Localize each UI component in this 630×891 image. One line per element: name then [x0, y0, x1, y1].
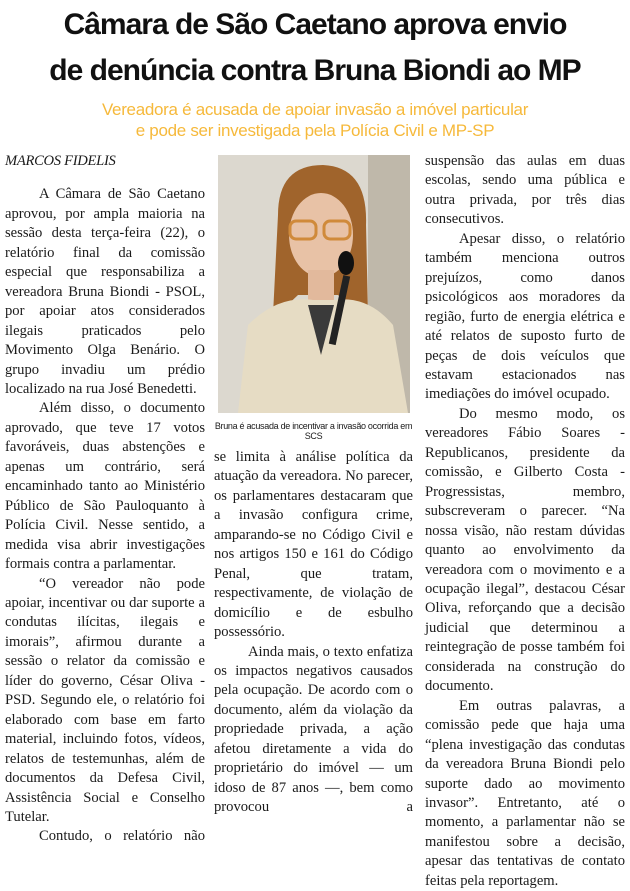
- headline-line-2: de denúncia contra Bruna Biondi ao MP: [49, 54, 581, 87]
- paragraph: suspensão das aulas em duas escolas, sendo uma pública e outra privada, por três dias consecutivos.: [425, 153, 625, 228]
- paragraph: Contudo, o relatório não: [39, 828, 205, 845]
- headline-line-1: Câmara de São Caetano aprova envio: [63, 8, 567, 41]
- headline: [0, 2, 630, 94]
- paragraph: Apesar disso, o relatório também menciona outros prejuízos, como danos psicológicos aos moradores da região, furto de energia elétrica e até relatos de suposto furto de peças de dois veículos que estavam estacionados nas imediações do imóvel ocupado.: [425, 230, 625, 403]
- paragraph: “O vereador não pode apoiar, incentivar ou dar suporte a condutas ilícitas, ilegais e imorais”, afirmou durante a sessão o relator da comissão e líder do governo, César Oliva - PSD. Segundo ele, o relatório foi elaborado com base em farto material, incluindo fotos, vídeos, relatos de testemunhas, além de documentos da Defesa Civil, Assistência Social e Conselho Tutelar.: [5, 575, 205, 825]
- photo-caption-text: Bruna é acusada de incentivar a invasão ocorrida em SCS: [214, 421, 413, 441]
- paragraph: Em outras palavras, a comissão pede que haja uma “plena investigação das condutas da vereadora Bruna Biondi pelo suporte dado ao movimento invasor”. Entretanto, até o momento, a parlamentar não se manifestou sobre a decisão, apesar das tentativas de contato feitas pela reportagem.: [425, 697, 625, 889]
- photo-caption: [214, 421, 413, 441]
- paragraph: A Câmara de São Caetano aprovou, por ampla maioria na sessão desta terça-feira (22), o relatório final da comissão especial que responsabiliza a vereadora Bruna Biondi - PSOL, por apoiar atos considerados ilegais praticados pelo Movimento Olga Benário. O grupo invadiu um prédio localizado na rua José Benedetti.: [5, 186, 205, 397]
- photo-bruna-biondi: [218, 155, 410, 413]
- subheadline-line-1: Vereadora é acusada de apoiar invasão a imóvel particular: [101, 100, 529, 119]
- portrait-illustration: [218, 155, 410, 413]
- subheadline-line-2: e pode ser investigada pela Polícia Civil e MP-SP: [135, 121, 495, 140]
- article-column-3: [425, 152, 625, 891]
- byline: MARCOS FIDELIS: [5, 153, 116, 169]
- subheadline: [0, 99, 630, 141]
- paragraph: Além disso, o documento aprovado, que teve 17 votos favoráveis, duas abstenções e apenas um contrário, será encaminhado tanto ao Ministério Público de São Pauloquanto à Polícia Civil. Nesse sentido, a medida visa abrir investigações formais contra a parlamentar.: [5, 400, 205, 573]
- paragraph: Do mesmo modo, os vereadores Fábio Soares - Republicanos, presidente da comissão, e Gilberto Costa - Progressistas, membro, subscreveram o parecer. “Na nossa visão, não restam dúvidas quanto ao envolvimento da vereadora com o movimento e a ocupação ilegal”, destacou César Oliva, reforçando que a decisão judicial que determinou a reintegração de posse também foi considerada na construção do documento.: [425, 405, 625, 695]
- article-column-2: [214, 448, 413, 818]
- paragraph: Ainda mais, o texto enfatiza os impactos negativos causados pela ocupação. De acordo com o documento, além da violação da propriedade privada, a ação afetou diretamente a vida do proprietário do imóvel — um idoso de 87 anos —, bem como provocou a: [214, 643, 413, 816]
- paragraph: se limita à análise política da atuação da vereadora. No parecer, os parlamentares destacaram que a invasão configura crime, amparando-se no Código Civil e nos artigos 150 e 161 do Código Penal, que tratam, respectivamente, de violação de domicílio e de esbulho possessório.: [214, 449, 413, 641]
- article-column-1: [5, 152, 205, 847]
